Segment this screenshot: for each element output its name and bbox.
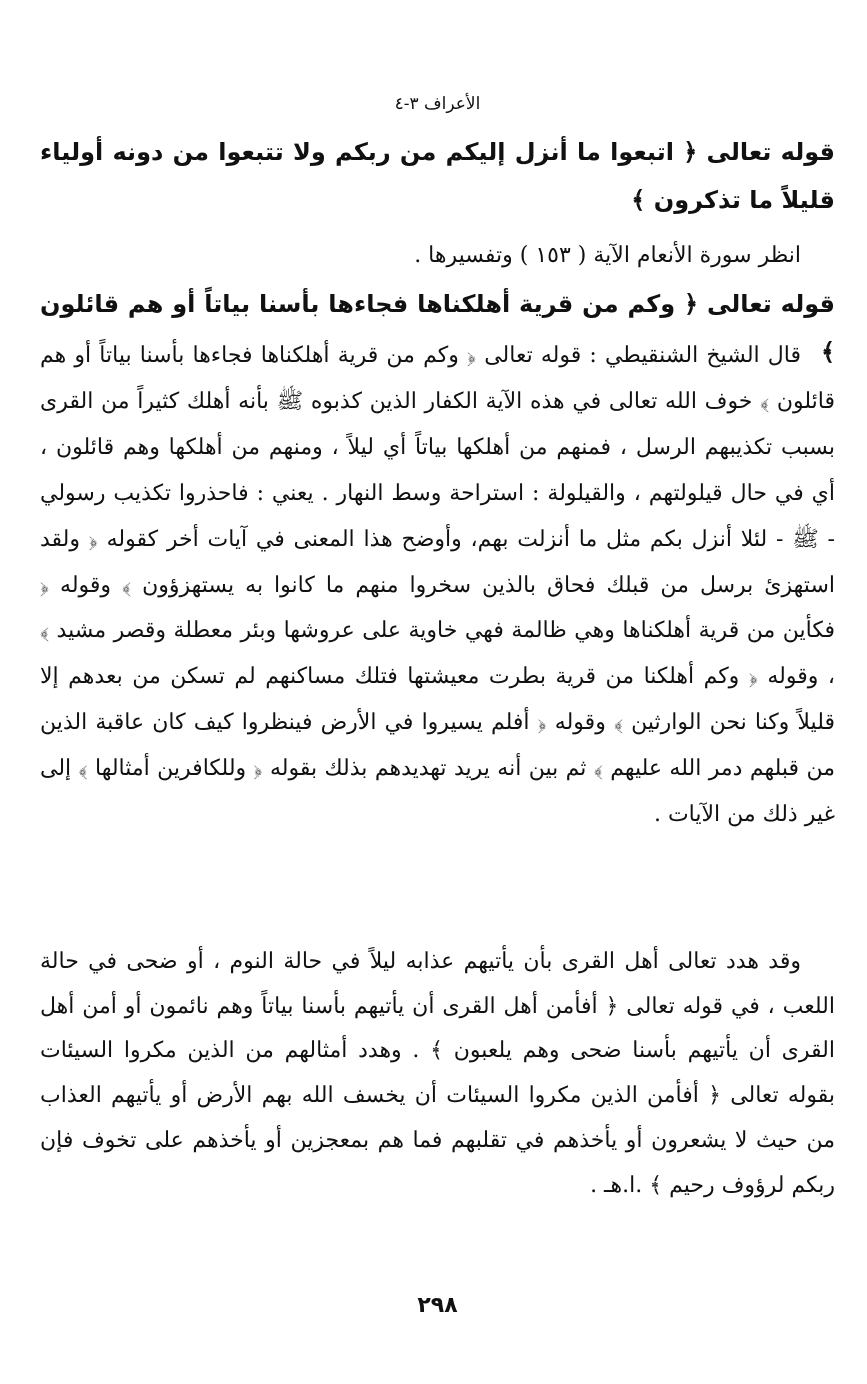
running-header: الأعراف ٣-٤: [394, 94, 481, 114]
book-page: [40, 0, 835, 1384]
commentary-paragraph-1: قال الشيخ الشنقيطي : قوله تعالى ﴿ وكم من قرية أهلكناها فجاءها بأسنا بياتاً أو هم قائلون ﴾ خوف الله تعالى في هذه الآية الكفار الذين كذبوه ﷺ بأنه أهلك كثيراً من القرى بسبب تكذيبهم الرسل ، فمنهم من أهلكها بياتاً أي ليلاً ، ومنهم من أهلكها وهم قائلون ، أي في حال قيلولتهم ، والقيلولة : استراحة وسط النهار . يعني : فاحذروا تكذيب رسولي - ﷺ - لئلا أنزل بكم مثل ما أنزلت بهم، وأوضح هذا المعنى في آيات أخر كقوله ﴿ ولقد استهزئ برسل من قبلك فحاق بالذين سخروا منهم ما كانوا به يستهزؤون ﴾ وقوله ﴿ فكأين من قرية أهلكناها وهي ظالمة فهي خاوية على عروشها وبئر معطلة وقصر مشيد ﴾ ، وقوله ﴿ وكم أهلكنا من قرية بطرت معيشتها فتلك مساكنهم لم تسكن من بعدهم إلا قليلاً وكنا نحن الوارثين ﴾ وقوله ﴿ أفلم يسيروا في الأرض فينظروا كيف كان عاقبة الذين من قبلهم دمر الله عليهم ﴾ ثم بين أنه يريد تهديدهم بذلك بقوله ﴿ وللكافرين أمثالها ﴾ إلى غير ذلك من الآيات .: [40, 343, 835, 828]
commentary-paragraph-2: وقد هدد تعالى أهل القرى بأن يأتيهم عذابه ليلاً في حالة النوم ، أو ضحى في حالة اللعب ، في قوله تعالى ﴿ أفأمن أهل القرى أن يأتيهم بأسنا بياتاً وهم نائمون أو أمن أهل القرى أن يأتيهم بأسنا ضحى وهم يلعبون ﴾ . وهدد أمثالهم من الذين مكروا السيئات بقوله تعالى ﴿ أفأمن الذين مكروا السيئات أن يخسف الله بهم الأرض أو يأتيهم العذاب من حيث لا يشعرون أو يأخذهم في تقلبهم فما هم بمعجزين أو يأخذهم على تخوف فإن ربكم لرؤوف رحيم ﴾ .ا.هـ .: [40, 949, 835, 1198]
page-number: ٢٩٨: [417, 1293, 458, 1318]
verse-heading-2: قوله تعالى ﴿ وكم من قرية أهلكناها فجاءها بأسنا بياتاً أو هم قائلون ﴾: [40, 290, 835, 366]
reference-note: انظر سورة الأنعام الآية ( ١٥٣ ) وتفسيرها .: [414, 243, 801, 268]
verse-heading-1: قوله تعالى ﴿ اتبعوا ما أنزل إليكم من ربكم ولا تتبعوا من دونه أولياء قليلاً ما تذكرون ﴾: [40, 138, 835, 214]
